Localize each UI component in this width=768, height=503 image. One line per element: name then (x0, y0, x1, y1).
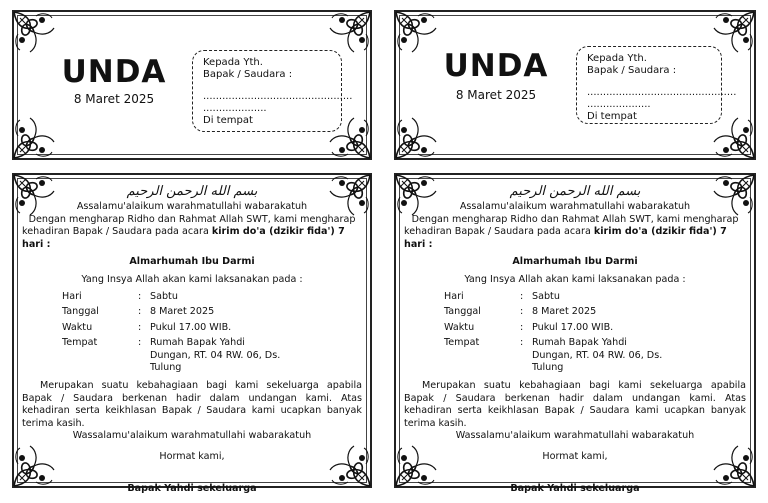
recipient-label: Bapak / Saudara : (203, 69, 293, 80)
opening-text: kehadiran Bapak / Saudara pada acara (22, 226, 212, 237)
invitation-card-right (394, 173, 756, 494)
opening-text: kehadiran Bapak / Saudara pada acara (404, 226, 594, 237)
event-details (444, 289, 662, 376)
detail-label: Waktu (444, 321, 475, 333)
detail-value: 8 Maret 2025 (150, 306, 215, 317)
event-name: kirim do'a (dzikir fida') 7 hari : (22, 226, 345, 250)
address-line-short: .................... (587, 99, 651, 110)
recipient-label: Bapak / Saudara : (587, 65, 677, 76)
farewell: Wassalamu'alaikum warahmatullahi wabarakatuh (455, 430, 695, 441)
envelope-date: 8 Maret 2025 (73, 92, 155, 106)
event-details (62, 289, 280, 376)
address-box (576, 46, 737, 124)
envelope-title: UNDA (61, 54, 167, 90)
detail-row (444, 336, 662, 377)
detail-row (62, 336, 280, 377)
detail-value: Rumah Bapak Yahdi Dungan, RT. 04 RW. 06, Ds. Tulung (532, 337, 663, 373)
detail-label: Hari (62, 290, 82, 302)
detail-separator: : (138, 306, 142, 317)
opening-line-2 (404, 226, 746, 251)
detail-separator: : (138, 290, 142, 302)
invitation-body (22, 183, 362, 496)
ornament-corner-icon (712, 10, 756, 54)
detail-label: Hari (444, 290, 464, 302)
invitation-body (404, 183, 746, 496)
detail-separator: : (138, 321, 142, 333)
ornament-corner-icon (12, 116, 56, 160)
signature: Bapak Yahdi sekeluarga (127, 483, 257, 494)
detail-value: Rumah Bapak Yahdi Dungan, RT. 04 RW. 06, Ds. Tulung (150, 337, 281, 373)
to-label: Kepada Yth. (203, 57, 263, 68)
detail-row (444, 289, 662, 305)
detail-label: Tempat (444, 337, 480, 348)
detail-separator: : (138, 337, 142, 348)
farewell: Wassalamu'alaikum warahmatullahi wabarakatuh (72, 430, 312, 441)
detail-label: Waktu (62, 321, 93, 333)
detail-separator: : (520, 306, 524, 317)
detail-separator: : (520, 337, 524, 348)
ornament-corner-icon (328, 10, 372, 54)
detail-row (62, 289, 280, 305)
detail-row (444, 320, 662, 336)
greeting: Assalamu'alaikum warahmatullahi wabarakatuh (76, 201, 308, 212)
envelope-date: 8 Maret 2025 (455, 88, 537, 102)
closing-paragraph: Merupakan suatu kebahagiaan bagi kami sekeluarga apabila Bapak / Saudara berkenan hadir dalam undangan kami. Atas kehadiran serta keikhlasan Bapak / Saudara kami ucapkan banyak terima kasih. (404, 380, 746, 429)
regards: Hormat kami, (542, 450, 608, 462)
place-label: Di tempat (587, 111, 637, 122)
envelope-card-left (12, 10, 372, 160)
address-line: ............................................... (203, 91, 353, 102)
greeting: Assalamu'alaikum warahmatullahi wabarakatuh (459, 201, 691, 212)
place-label: Di tempat (203, 115, 253, 126)
detail-label: Tanggal (62, 306, 99, 317)
address-line-short: .................... (203, 103, 267, 114)
detail-label: Tanggal (444, 306, 481, 317)
invitation-card-left (12, 173, 372, 494)
deceased-name: Almarhumah Ibu Darmi (129, 256, 255, 267)
deceased-name: Almarhumah Ibu Darmi (512, 256, 638, 267)
detail-separator: : (520, 290, 524, 302)
schedule-intro: Yang Insya Allah akan kami laksanakan pada : (81, 273, 303, 285)
detail-value: Sabtu (150, 290, 178, 302)
schedule-intro: Yang Insya Allah akan kami laksanakan pada : (464, 273, 686, 285)
envelope-title: UNDA (443, 48, 549, 84)
envelope-card-right (394, 10, 756, 160)
signature: Bapak Yahdi sekeluarga (510, 483, 640, 494)
regards: Hormat kami, (159, 450, 225, 462)
detail-value: Pukul 17.00 WIB. (532, 321, 614, 333)
opening-line-1: Dengan mengharap Ridho dan Rahmat Allah SWT, kami mengharap (411, 213, 739, 225)
detail-row (62, 305, 280, 321)
detail-value: Sabtu (532, 290, 560, 302)
basmalah-calligraphy: بسم الله الرحمن الرحيم (126, 184, 258, 199)
ornament-corner-icon (394, 116, 438, 160)
opening-line-1: Dengan mengharap Ridho dan Rahmat Allah SWT, kami mengharap (28, 213, 356, 225)
detail-value: Pukul 17.00 WIB. (150, 321, 232, 333)
ornament-corner-icon (712, 116, 756, 160)
address-box (192, 50, 353, 132)
basmalah-calligraphy: بسم الله الرحمن الرحيم (509, 184, 641, 199)
event-name: kirim do'a (dzikir fida') 7 hari : (404, 226, 727, 250)
address-line: ............................................... (587, 87, 737, 98)
detail-row (62, 320, 280, 336)
ornament-corner-icon (12, 10, 56, 54)
to-label: Kepada Yth. (587, 53, 647, 64)
closing-paragraph: Merupakan suatu kebahagiaan bagi kami sekeluarga apabila Bapak / Saudara berkenan hadir dalam undangan kami. Atas kehadiran serta keikhlasan Bapak / Saudara kami ucapkan banyak terima kasih. (22, 380, 362, 429)
opening-line-2 (22, 226, 362, 251)
detail-label: Tempat (62, 337, 98, 348)
detail-value: 8 Maret 2025 (532, 306, 597, 317)
detail-separator: : (520, 321, 524, 333)
detail-row (444, 305, 662, 321)
